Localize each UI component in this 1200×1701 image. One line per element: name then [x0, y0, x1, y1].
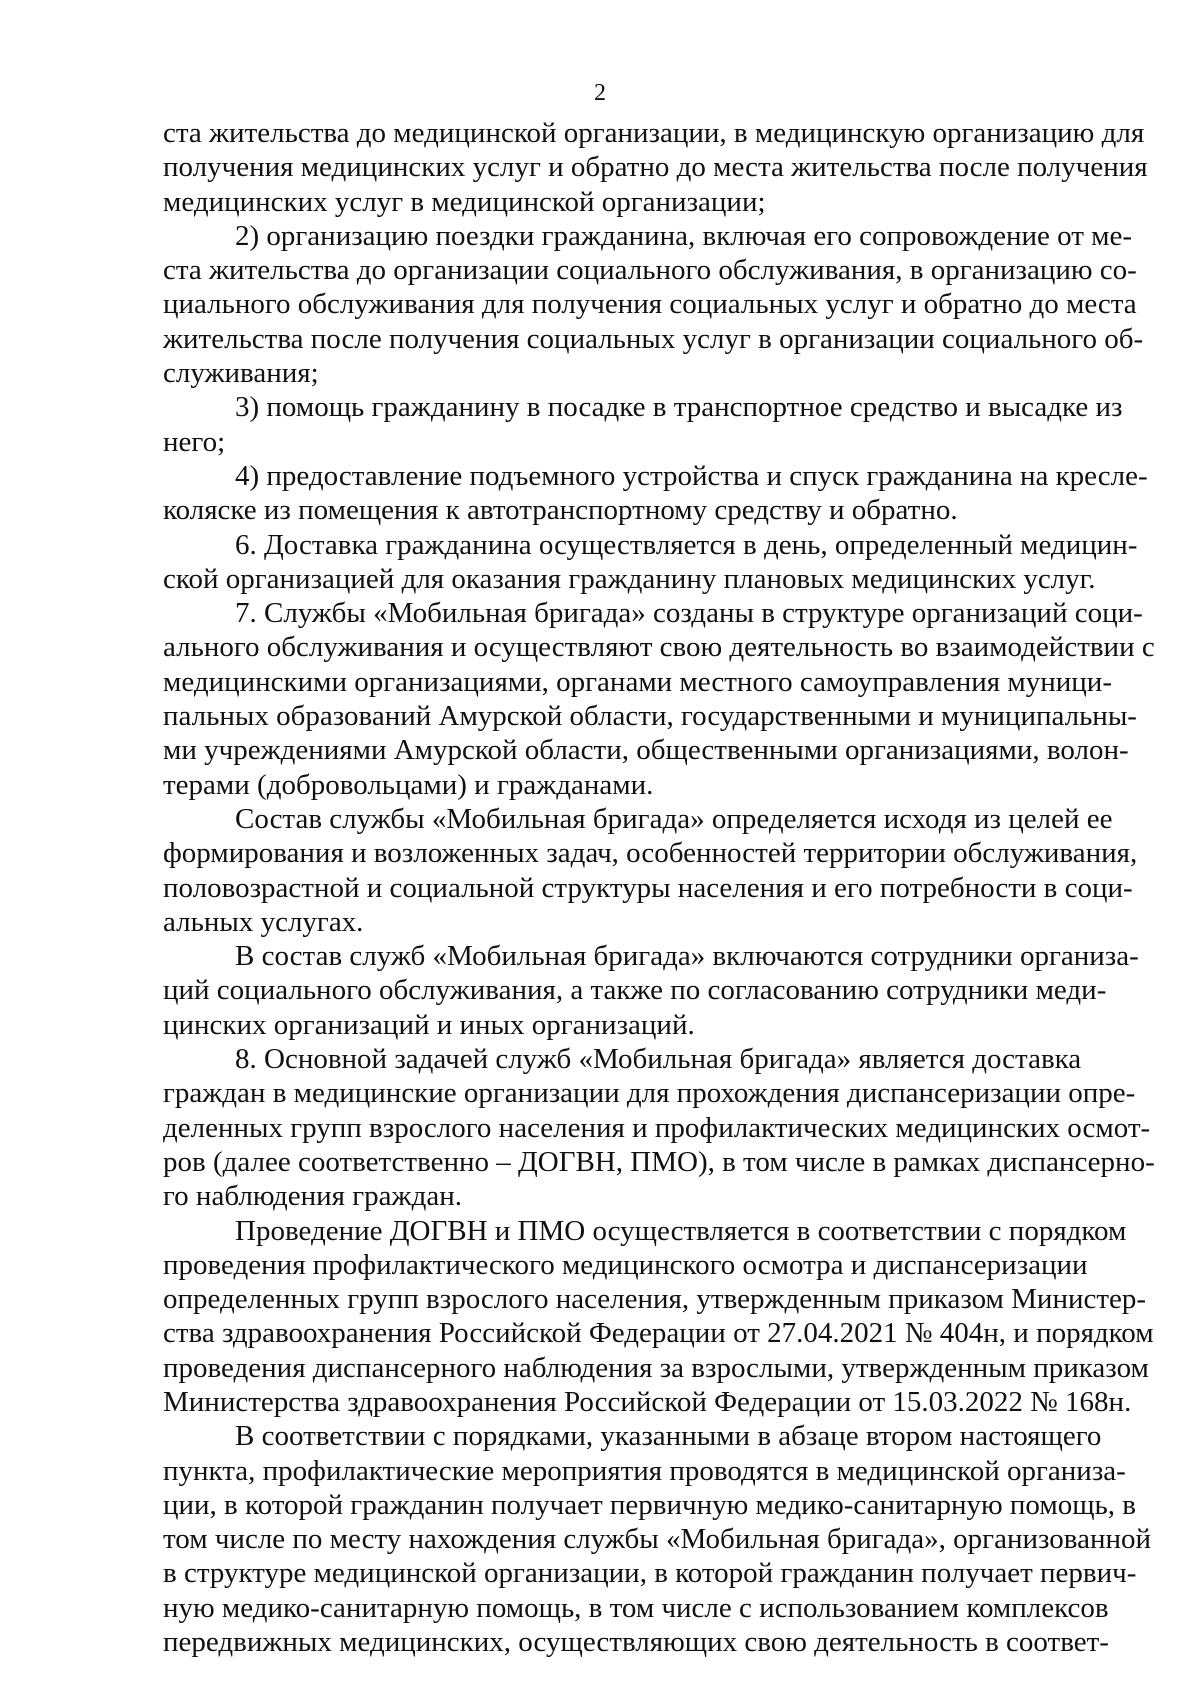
text-line: половозрастной и социальной структуры населения и его потребности в соци-	[163, 871, 1133, 904]
text-line: пальных образований Амурской области, государственными и муниципальны-	[163, 700, 1137, 733]
text-line: В состав служб «Мобильная бригада» включаются сотрудники организа-	[235, 940, 1139, 973]
text-line: проведения диспансерного наблюдения за взрослыми, утвержденным приказом	[163, 1351, 1149, 1384]
text-line: 6. Доставка гражданина осуществляется в день, определенный медицин-	[235, 528, 1138, 561]
text-line: ции, в которой гражданин получает первичную медико-санитарную помощь, в	[163, 1488, 1136, 1521]
body-text	[163, 116, 1155, 1659]
text-line: служивания;	[163, 357, 319, 390]
text-line: деленных групп взрослого населения и профилактических медицинских осмот-	[163, 1111, 1151, 1144]
text-line: в структуре медицинской организации, в которой гражданин получает первич-	[163, 1557, 1137, 1590]
text-line: Состав службы «Мобильная бригада» определяется исходя из целей ее	[235, 802, 1113, 835]
text-line: альных услугах.	[163, 905, 364, 938]
text-line: медицинских услуг в медицинской организации;	[163, 185, 766, 218]
text-line: циального обслуживания для получения социальных услуг и обратно до места	[163, 288, 1137, 321]
text-line: него;	[163, 425, 226, 458]
text-line: ства здравоохранения Российской Федерации от 27.04.2021 № 404н, и порядком	[163, 1317, 1154, 1350]
text-line: ций социального обслуживания, а также по согласованию сотрудники меди-	[163, 974, 1107, 1007]
text-line: терами (добровольцами) и гражданами.	[163, 768, 654, 801]
text-line: передвижных медицинских, осуществляющих свою деятельность в соответ-	[163, 1626, 1109, 1659]
text-line: го наблюдения граждан.	[163, 1180, 462, 1213]
text-line: В соответствии с порядками, указанными в абзаце втором настоящего	[235, 1420, 1102, 1453]
text-line: пункта, профилактические мероприятия проводятся в медицинской организа-	[163, 1454, 1126, 1487]
text-line: ста жительства до организации социального обслуживания, в организацию со-	[163, 254, 1137, 287]
text-line: 8. Основной задачей служб «Мобильная бригада» является доставка	[235, 1043, 1082, 1076]
text-line: 3) помощь гражданину в посадке в транспортное средство и высадке из	[235, 391, 1123, 424]
text-line: ми учреждениями Амурской области, общественными организациями, волон-	[163, 734, 1129, 767]
text-line: ста жительства до медицинской организации, в медицинскую организацию для	[163, 117, 1145, 149]
text-line: 2) организацию поездки гражданина, включая его сопровождение от ме-	[235, 219, 1133, 252]
text-line: том числе по месту нахождения службы «Мобильная бригада», организованной	[163, 1523, 1152, 1556]
text-line: Проведение ДОГВН и ПМО осуществляется в соответствии с порядком	[235, 1214, 1127, 1247]
text-line: ров (далее соответственно – ДОГВН, ПМО), в том числе в рамках диспансерно-	[163, 1145, 1155, 1178]
text-line: ального обслуживания и осуществляют свою деятельность во взаимодействии с	[163, 631, 1155, 664]
text-line: 4) предоставление подъемного устройства и спуск гражданина на кресле-	[235, 459, 1148, 492]
text-line: ской организацией для оказания гражданину плановых медицинских услуг.	[163, 562, 1096, 595]
text-line: цинских организаций и иных организаций.	[163, 1008, 695, 1041]
text-line: проведения профилактического медицинского осмотра и диспансеризации	[163, 1248, 1088, 1281]
text-line: определенных групп взрослого населения, утвержденным приказом Министер-	[163, 1283, 1147, 1316]
text-line: формирования и возложенных задач, особенностей территории обслуживания,	[163, 837, 1138, 870]
text-line: жительства после получения социальных услуг в организации социального об-	[163, 322, 1144, 355]
page-number: 2	[594, 80, 606, 106]
text-line: ную медико-санитарную помощь, в том числе с использованием комплексов	[163, 1591, 1109, 1624]
text-line: медицинскими организациями, органами местного самоуправления муници-	[163, 665, 1112, 698]
text-line: граждан в медицинские организации для прохождения диспансеризации опре-	[163, 1077, 1136, 1110]
text-line: 7. Службы «Мобильная бригада» созданы в структуре организаций соци-	[235, 597, 1143, 630]
text-line: Министерства здравоохранения Российской Федерации от 15.03.2022 № 168н.	[163, 1385, 1132, 1418]
text-line: коляске из помещения к автотранспортному средству и обратно.	[163, 494, 958, 527]
text-line: получения медицинских услуг и обратно до места жительства после получения	[163, 151, 1148, 184]
